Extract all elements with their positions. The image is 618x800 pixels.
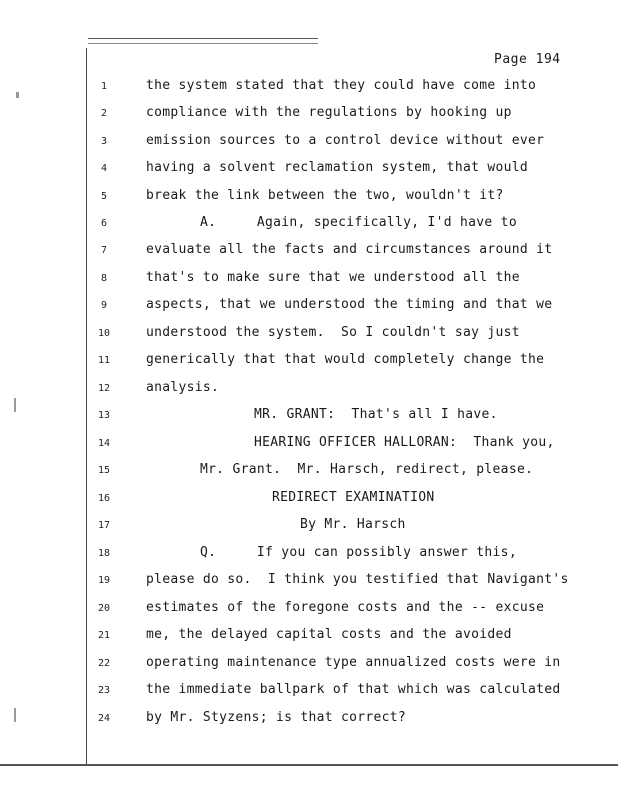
line-number: 2: [100, 108, 108, 119]
line-text: Mr. Grant. Mr. Harsch, redirect, please.: [200, 462, 534, 477]
line-text: generically that that would completely change the: [146, 352, 545, 367]
examiner-line: By Mr. Harsch: [300, 517, 406, 532]
line-text: Q. If you can possibly answer this,: [200, 545, 517, 560]
transcript-line: [0, 325, 618, 345]
line-number: 13: [97, 410, 111, 421]
transcript-line: [0, 682, 618, 702]
line-text: emission sources to a control device without ever: [146, 133, 545, 148]
transcript-line: [0, 160, 618, 180]
line-text: operating maintenance type annualized costs were in: [146, 655, 561, 670]
line-number: 22: [97, 658, 111, 669]
header-rule: [88, 38, 318, 39]
transcript-line: [0, 188, 618, 208]
line-text: aspects, that we understood the timing and that we: [146, 297, 553, 312]
line-number: 11: [97, 355, 111, 366]
transcript-line: [0, 710, 618, 730]
line-number: 3: [100, 136, 108, 147]
line-text: by Mr. Styzens; is that correct?: [146, 710, 407, 725]
transcript-line: [0, 133, 618, 153]
line-text: evaluate all the facts and circumstances around it: [146, 242, 553, 257]
line-number: 14: [97, 438, 111, 449]
line-text: me, the delayed capital costs and the avoided: [146, 627, 512, 642]
line-text: having a solvent reclamation system, that would: [146, 160, 528, 175]
line-number: 20: [97, 603, 111, 614]
line-number: 8: [100, 273, 108, 284]
line-text: MR. GRANT: That's all I have.: [254, 407, 498, 422]
transcript-line: [0, 545, 618, 565]
line-text: the immediate ballpark of that which was calculated: [146, 682, 561, 697]
line-number: 12: [97, 383, 111, 394]
transcript-line: [0, 78, 618, 98]
line-text: A. Again, specifically, I'd have to: [200, 215, 517, 230]
transcript-line: [0, 352, 618, 372]
transcript-line: [0, 572, 618, 592]
line-text: estimates of the foregone costs and the -- excuse: [146, 600, 545, 615]
transcript-line: [0, 627, 618, 647]
line-number: 5: [100, 191, 108, 202]
transcript-line: [0, 242, 618, 262]
transcript-line: [0, 462, 618, 482]
line-text: HEARING OFFICER HALLORAN: Thank you,: [254, 435, 555, 450]
line-number: 19: [97, 575, 111, 586]
line-number: 16: [97, 493, 111, 504]
line-text: please do so. I think you testified that Navigant's: [146, 572, 569, 587]
line-number: 23: [97, 685, 111, 696]
line-number: 18: [97, 548, 111, 559]
transcript-line: [0, 105, 618, 125]
line-number: 4: [100, 163, 108, 174]
line-text: compliance with the regulations by hooking up: [146, 105, 512, 120]
footer-rule: [0, 764, 618, 766]
line-number: 10: [97, 328, 111, 339]
transcript-line: [0, 215, 618, 235]
line-text: understood the system. So I couldn't say just: [146, 325, 520, 340]
line-number: 17: [97, 520, 111, 531]
transcript-line: [0, 600, 618, 620]
line-text: analysis.: [146, 380, 220, 395]
line-number: 1: [100, 81, 108, 92]
transcript-line: [0, 380, 618, 400]
transcript-line: [0, 435, 618, 455]
line-number: 7: [100, 245, 108, 256]
transcript-line: [0, 655, 618, 675]
page-number: Page 194: [494, 52, 561, 67]
line-text: that's to make sure that we understood all the: [146, 270, 520, 285]
section-heading: REDIRECT EXAMINATION: [272, 490, 435, 505]
line-number: 24: [97, 713, 111, 724]
header-rule-secondary: [88, 43, 318, 44]
line-number: 15: [97, 465, 111, 476]
transcript-line: [0, 270, 618, 290]
line-number: 6: [100, 218, 108, 229]
transcript-line: [0, 407, 618, 427]
transcript-line: [0, 297, 618, 317]
line-number: 21: [97, 630, 111, 641]
line-text: the system stated that they could have come into: [146, 78, 537, 93]
transcript-line: [0, 490, 618, 510]
line-number: 9: [100, 300, 108, 311]
transcript-line: [0, 517, 618, 537]
line-text: break the link between the two, wouldn't it?: [146, 188, 504, 203]
